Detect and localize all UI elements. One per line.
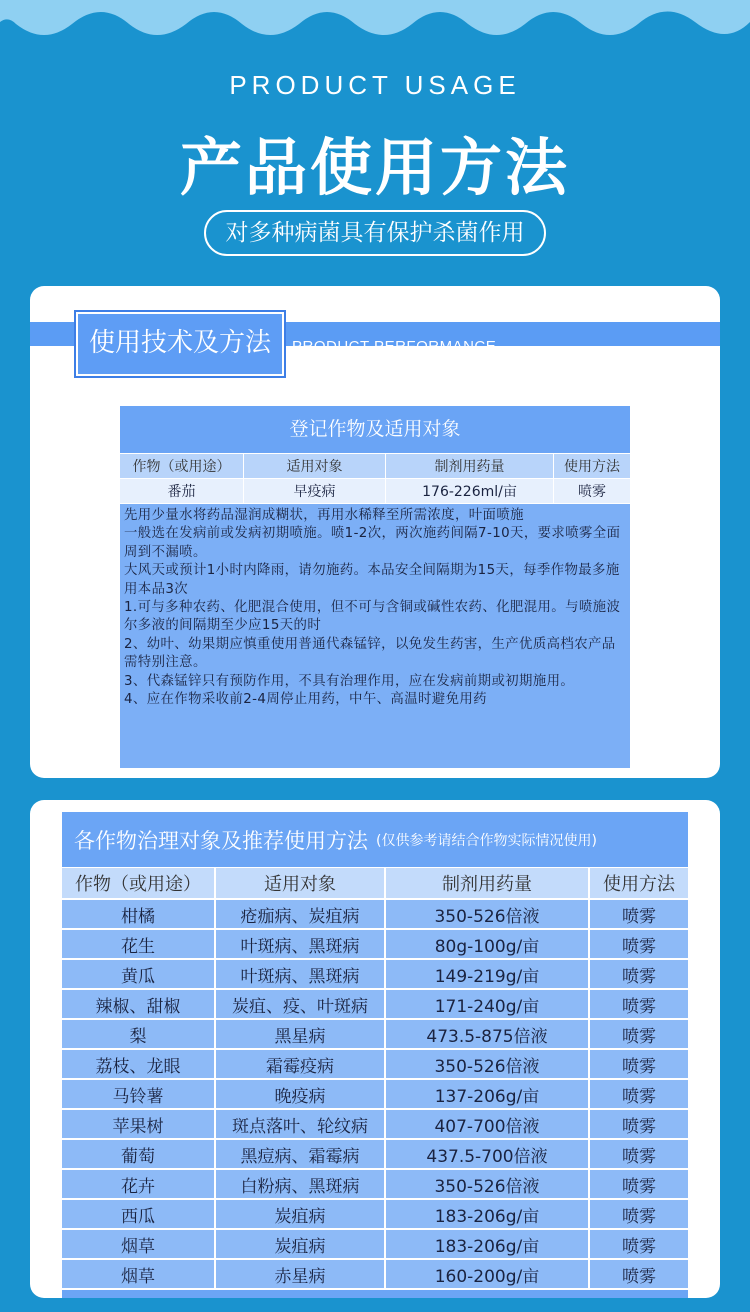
table-cell: 473.5-875倍液 (386, 1020, 590, 1048)
table-cell: 黑痘病、霜霉病 (216, 1140, 386, 1168)
page-title: 产品使用方法 (179, 131, 570, 204)
table-cell: 183-206g/亩 (386, 1200, 590, 1228)
table-cell: 霜霉疫病 (216, 1050, 386, 1078)
section-tag-english: PRODUCT PERFORMANCE (292, 338, 497, 355)
subtitle-pill: 对多种病菌具有保护杀菌作用 (204, 210, 546, 256)
table-row (62, 990, 688, 1020)
table-cell: 171-240g/亩 (386, 990, 590, 1018)
table-cell: 苹果树 (62, 1110, 216, 1138)
table-cell: 149-219g/亩 (386, 960, 590, 988)
table-row (62, 1020, 688, 1050)
note-line: 3、代森锰锌只有预防作用，不具有治理作用，应在发病前期或初期施用。 (124, 673, 575, 689)
column-header: 制剂用药量 (386, 868, 590, 898)
table-cell: 喷雾 (590, 960, 688, 988)
eyebrow-text: PRODUCT USAGE (229, 70, 521, 100)
table-subtitle: (仅供参考请结合作物实际情况使用) (376, 832, 597, 849)
table-cell: 斑点落叶、轮纹病 (216, 1110, 386, 1138)
column-header: 作物（或用途） (120, 454, 244, 478)
column-header: 使用方法 (590, 868, 688, 898)
table-cell: 喷雾 (590, 1230, 688, 1258)
table-cell: 80g-100g/亩 (386, 930, 590, 958)
table-cell: 喷雾 (590, 990, 688, 1018)
table-cell: 叶斑病、黑斑病 (216, 960, 386, 988)
column-header: 适用对象 (244, 454, 386, 478)
column-header: 制剂用药量 (386, 454, 554, 478)
table-row (62, 960, 688, 990)
table-cell: 喷雾 (590, 1110, 688, 1138)
table-row (62, 1050, 688, 1080)
table-cell: 黑星病 (216, 1020, 386, 1048)
table-cell: 花卉 (62, 1170, 216, 1198)
note-line: 4、应在作物采收前2-4周停止用药，中午、高温时避免用药 (124, 692, 487, 708)
table-cell: 梨 (62, 1020, 216, 1048)
column-header: 作物（或用途） (62, 868, 216, 898)
recommendation-card (30, 800, 720, 1298)
table-cell: 白粉病、黑斑病 (216, 1170, 386, 1198)
table-cell: 350-526倍液 (386, 900, 590, 928)
table-row (120, 479, 630, 504)
table-cell: 喷雾 (590, 1140, 688, 1168)
table-cell: 西瓜 (62, 1200, 216, 1228)
table-cell: 葡萄 (62, 1140, 216, 1168)
table-cell: 花生 (62, 930, 216, 958)
table-cell: 黄瓜 (62, 960, 216, 988)
registration-table (120, 406, 630, 768)
table-body (62, 900, 688, 1290)
section-tag: 使用技术及方法 (76, 312, 284, 376)
note-line: 1.可与多种农药、化肥混合使用，但不可与含铜或碱性农药、化肥混用。与喷施波尔多液的间隔期至少应15天的时 (124, 600, 621, 634)
note-line: 先用少量水将药品湿润成糊状，再用水稀释至所需浓度，叶面喷施 (124, 508, 524, 523)
table-cell: 叶斑病、黑斑病 (216, 930, 386, 958)
table-row (62, 1080, 688, 1110)
table-cell: 炭疽病 (216, 1230, 386, 1258)
table-row (62, 1140, 688, 1170)
table-row (62, 1170, 688, 1200)
table-header-row (62, 868, 688, 900)
table-cell: 赤星病 (216, 1260, 386, 1288)
table-cell: 喷雾 (590, 1260, 688, 1288)
usage-notes (120, 504, 630, 709)
table-cell: 早疫病 (244, 479, 386, 503)
table-row (62, 900, 688, 930)
table-cell: 350-526倍液 (386, 1050, 590, 1078)
table-cell: 炭疽病 (216, 1200, 386, 1228)
table-cell: 喷雾 (590, 930, 688, 958)
table-cell: 喷雾 (590, 1200, 688, 1228)
table-cell: 喷雾 (590, 1170, 688, 1198)
table-title: 各作物治理对象及推荐使用方法 (74, 828, 368, 853)
table-cell: 疮痂病、炭疽病 (216, 900, 386, 928)
table-cell: 407-700倍液 (386, 1110, 590, 1138)
table-cell: 马铃薯 (62, 1080, 216, 1108)
table-cell: 晚疫病 (216, 1080, 386, 1108)
table-cell: 160-200g/亩 (386, 1260, 590, 1288)
table-cell: 喷雾 (590, 1080, 688, 1108)
column-header: 使用方法 (554, 454, 630, 478)
table-cell: 137-206g/亩 (386, 1080, 590, 1108)
table-cell: 喷雾 (590, 1050, 688, 1078)
table-cell: 柑橘 (62, 900, 216, 928)
table-cell: 烟草 (62, 1230, 216, 1258)
table-cell: 176-226ml/亩 (386, 479, 554, 503)
table-cell: 喷雾 (554, 479, 630, 503)
table-cell: 喷雾 (590, 900, 688, 928)
note-line: 一般选在发病前或发病初期喷施。喷1-2次，两次施药间隔7-10天，要求喷雾全面周到不漏喷。 (124, 526, 621, 560)
table-cell: 辣椒、甜椒 (62, 990, 216, 1018)
table-row (62, 930, 688, 960)
wave-decoration (0, 0, 750, 60)
table-cell: 437.5-700倍液 (386, 1140, 590, 1168)
table-cell: 炭疽、疫、叶斑病 (216, 990, 386, 1018)
table-cell: 喷雾 (590, 1020, 688, 1048)
table-row (62, 1260, 688, 1290)
recommendation-table (62, 812, 688, 1298)
note-line: 大风天或预计1小时内降雨，请勿施药。本品安全间隔期为15天，每季作物最多施用本品3次 (124, 563, 620, 597)
registration-table-title: 登记作物及适用对象 (120, 406, 630, 454)
table-row (62, 1230, 688, 1260)
table-cell: 烟草 (62, 1260, 216, 1288)
table-row (62, 1110, 688, 1140)
table-cell: 番茄 (120, 479, 244, 503)
note-line: 2、幼叶、幼果期应慎重使用普通代森锰锌，以免发生药害，生产优质高档农产品需特别注意。 (124, 636, 616, 671)
table-cell: 350-526倍液 (386, 1170, 590, 1198)
table-row (62, 1200, 688, 1230)
table-cell: 183-206g/亩 (386, 1230, 590, 1258)
table-header-row (120, 454, 630, 479)
recommendation-table-title (62, 812, 688, 868)
column-header: 适用对象 (216, 868, 386, 898)
usage-card (30, 286, 720, 778)
table-cell: 荔枝、龙眼 (62, 1050, 216, 1078)
